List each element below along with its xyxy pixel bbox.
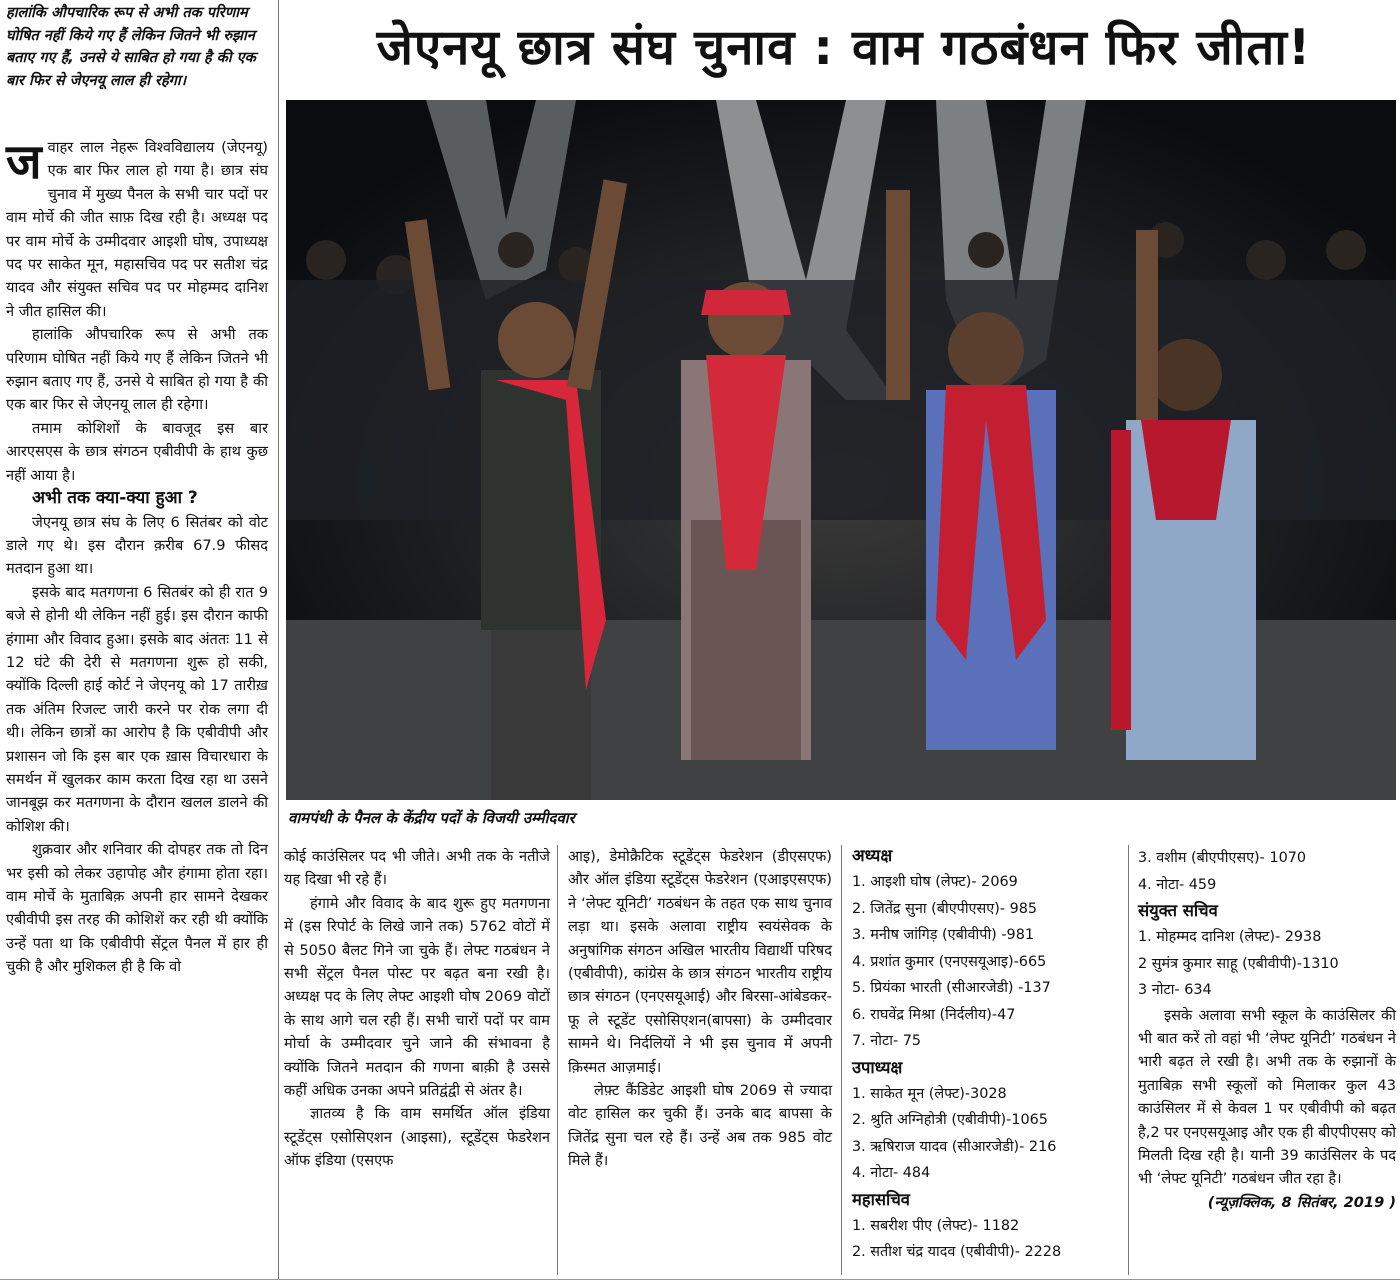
result-item: 3 नोटा- 634 (1138, 982, 1212, 998)
photo-caption: वामपंथी के पैनल के केंद्रीय पदों के विजयी उम्मीदवार (288, 809, 575, 827)
result-item: 3. वशीम (बीएपीएसए)- 1070 (1138, 850, 1307, 866)
result-item: 3. मनीष जांगिड़ (एबीवीपी) -981 (852, 927, 1035, 943)
result-item: 2. सतीश चंद्र यादव (एबीवीपी)- 2228 (852, 1244, 1062, 1260)
article-column-2 (284, 845, 550, 1173)
paragraph: ज्ञातव्य है कि वाम समर्थित ऑल इंडिया स्टूडेंट्स एसोसिएशन (आइसा), स्टूडेंट्स फेडरेशन ऑफ इंडिया (एसएफ (284, 1105, 550, 1170)
results-column (852, 843, 1122, 1266)
result-item: 6. राघवेंद्र मिश्रा (निर्दलीय)-47 (852, 1006, 1016, 1023)
source-credit: (न्यूज़क्लिक, 8 सितंबर, 2019 ) (1207, 1193, 1396, 1211)
column-rule (278, 0, 279, 1280)
paragraph: कोई काउंसिलर पद भी जीते। अभी तक के नतीजे यह दिखा भी रहे हैं। (284, 848, 550, 889)
winners-photo-illustration (286, 100, 1396, 800)
article-column-1 (6, 136, 268, 979)
result-heading-vice-president: उपाध्यक्ष (852, 1057, 903, 1077)
result-item: 4. प्रशांत कुमार (एनएसयूआइ)-665 (852, 953, 1047, 970)
result-item: 3. ऋषिराज यादव (सीआरजेडी)- 216 (852, 1138, 1057, 1155)
column-rule (1128, 845, 1129, 1275)
headline: जेएनयू छात्र संघ चुनाव : वाम गठबंधन फिर जीता! (376, 19, 1312, 76)
article-column-3 (568, 845, 832, 1173)
result-heading-joint-secretary: संयुक्त सचिव (1138, 901, 1218, 920)
paragraph: तमाम कोशिशों के बावजूद इस बार आरएसएस के छात्र संगठन एबीवीपी के हाथ कुछ नहीं आया है। (6, 419, 268, 484)
paragraph: हंगामे और विवाद के बाद शुरू हुए मतगणना में (इस रिपोर्ट के लिखे जाने तक) 5762 वोटों में से 5050 बैलट गिने जा चुके हैं। लेफ्ट गठबंधन ने सभी सेंट्रल पैनल पोस्ट पर बढ़त बना रखी है। अध्यक्ष पद के लिए लेफ्ट आइशी घोष 2069 वोटों के साथ आगे चल रही हैं। सभी चारों पदों पर वाम मोर्चा के उम्मीदवार चुने जाने की संभावना है क्योंकि जितने मतदान की गणना बाक़ी है उससे कहीं अधिक उनका अपने प्रतिद्वंद्वी से अंतर है। (284, 894, 550, 1100)
subheading: अभी तक क्या-क्या हुआ ? (32, 488, 198, 509)
column-rule (557, 845, 558, 1275)
paragraph: इसके अलावा सभी स्कूल के काउंसिलर की भी बात करें तो वहां भी ‘लेफ्ट यूनिटी’ गठबंधन ने भारी बढ़त ले रखी है। अभी तक के रुझानों के मुताबिक़ सभी स्कूलों को मिलाकर कुल 43 काउंसिलर में से केवल 1 पर एबीवीपी को बढ़त है,2 पर एनएसयूआइ और एक ही बीएपीएसए को मिलती दिख रही है। यानी 39 काउंसिलर के पद भी ‘लेफ्ट यूनिटी’ गठबंधन जीत रहा है। (1138, 1006, 1397, 1188)
article-column-5 (1138, 845, 1396, 1214)
paragraph: जेएनयू छात्र संघ के लिए 6 सितंबर को वोट डाले गए थे। इस दौरान क़रीब 67.9 फीसद मतदान हुआ था। (6, 513, 268, 578)
result-item: 7. नोटा- 75 (852, 1033, 922, 1049)
result-item: 1. आइशी घोष (लेफ्ट)- 2069 (852, 874, 1018, 890)
result-item: 1. सबरीश पीए (लेफ्ट)- 1182 (852, 1217, 1020, 1234)
drop-cap: ज (6, 134, 42, 190)
result-item: 1. मोहम्मद दानिश (लेफ्ट)- 2938 (1138, 929, 1322, 945)
paragraph: लेफ़्ट कैंडिडेट आइशी घोष 2069 से ज्यादा वोट हासिल कर चुकी हैं। उनके बाद बापसा के जितेंद्र सुना चल रहे हैं। उन्हें अब तक 985 वोट मिले हैं। (568, 1082, 832, 1170)
result-item: 2 सुमंत्र कुमार साहू (एबीवीपी)-1310 (1138, 955, 1339, 972)
result-heading-president: अध्यक्ष (852, 846, 893, 865)
bottom-rule (0, 1279, 1400, 1280)
paragraph: इसके बाद मतगणना 6 सितबंर को ही रात 9 बजे से होनी थी लेकिन नहीं हुई। इस दौरान काफी हंगामा और विवाद हुआ। इसके बाद अंततः 11 से 12 घंटे की देरी से मतगणना शुरू हो सकी, क्योंकि दिल्ली हाई कोर्ट ने जेएनयू को 17 तारीख़ तक अंतिम रिजल्ट जारी करने पर रोक लगा दी थी। लेकिन छात्रों का आरोप है कि एबीवीपी और प्रशासन जो कि इस बार एक ख़ास विचारधारा के समर्थन में खुलकर काम करता दिख रहा था उसने जानबूझ कर मतगणना के दौरान खलल डालने की कोशिश की। (6, 583, 268, 835)
result-item: 4. नोटा- 459 (1138, 876, 1217, 893)
result-item: 1. साकेत मून (लेफ्ट)-3028 (852, 1085, 1007, 1102)
paragraph: आइ), डेमोक्रैटिक स्टूडेंट्स फेडरेशन (डीएसएफ) और ऑल इंडिया स्टूडेंट्स फेडरेशन (एआइएसएफ) ने ‘लेफ्ट यूनिटी’ गठबंधन के तहत एक साथ चुनाव लड़ा था। इसके अलावा राष्ट्रीय स्वयंसेवक के अनुषांगिक संगठन अखिल भारतीय विद्यार्थी परिषद (एबीवीपी), कांग्रेस के छात्र संगठन भारतीय राष्ट्रीय छात्र संगठन (एनएसयूआई) और बिरसा-आंबेडकर-फू ले स्टूडेंट एसोसिएशन(बापसा) के उम्मीदवार सामने थे। निर्दलियों ने भी इस चुनाव में अपनी क़िस्मत आज़माई। (568, 848, 832, 1076)
result-heading-general-secretary: महासचिव (852, 1189, 910, 1209)
result-item: 4. नोटा- 484 (852, 1165, 931, 1181)
news-photo (286, 100, 1396, 800)
paragraph: शुक्रवार और शनिवार की दोपहर तक तो दिन भर इसी को लेकर उहापोह और हंगामा होता रहा। वाम मोर्चे के मुताबिक़ अपनी हार सामने देखकर एबीवीपी इस तरह की कोशिशें कर रही थी क्योंकि उन्हें पता था कि एबीवीपी सेंट्रल पैनल में हार ही चुकी है और मुशिकल ही है कि वो (6, 841, 268, 976)
column-rule (841, 845, 842, 1275)
result-item: 2. जितेंद्र सुना (बीएपीएसए)- 985 (852, 900, 1038, 917)
paragraph: वाहर लाल नेहरू विश्वविद्यालय (जेएनयू) एक बार फिर लाल हो गया है। छात्र संघ चुनाव में मुख्य पैनल के सभी चार पदों पर वाम मोर्चे की जीत साफ़ दिख रही है। अध्यक्ष पद पर वाम मोर्चे के उम्मीदवार आइशी घोष, उपाध्यक्ष पद पर साकेत मून, महासचिव पद पर सतीश चंद्र यादव और संयुक्त सचिव पद पर मोहम्मद दानिश ने जीत हासिल की। (6, 139, 268, 320)
paragraph: हालांकि औपचारिक रूप से अभी तक परिणाम घोषित नहीं किये गए हैं लेकिन जितने भी रुझान बताए गए हैं, उनसे ये साबित हो गया है की एक बार फिर से जेएनयू लाल ही रहेगा। (6, 326, 268, 414)
result-item: 2. श्रुति अग्निहोत्री (एबीवीपी)-1065 (852, 1112, 1048, 1128)
intro-blurb: हालांकि औपचारिक रूप से अभी तक परिणाम घोषित नहीं किये गए हैं लेकिन जितने भी रुझान बताए गए हैं, उनसे ये साबित हो गया है की एक बार फिर से जेएनयू लाल ही रहेगा। (6, 5, 256, 89)
result-item: 5. प्रियंका भारती (सीआरजेडी) -137 (852, 980, 1051, 996)
